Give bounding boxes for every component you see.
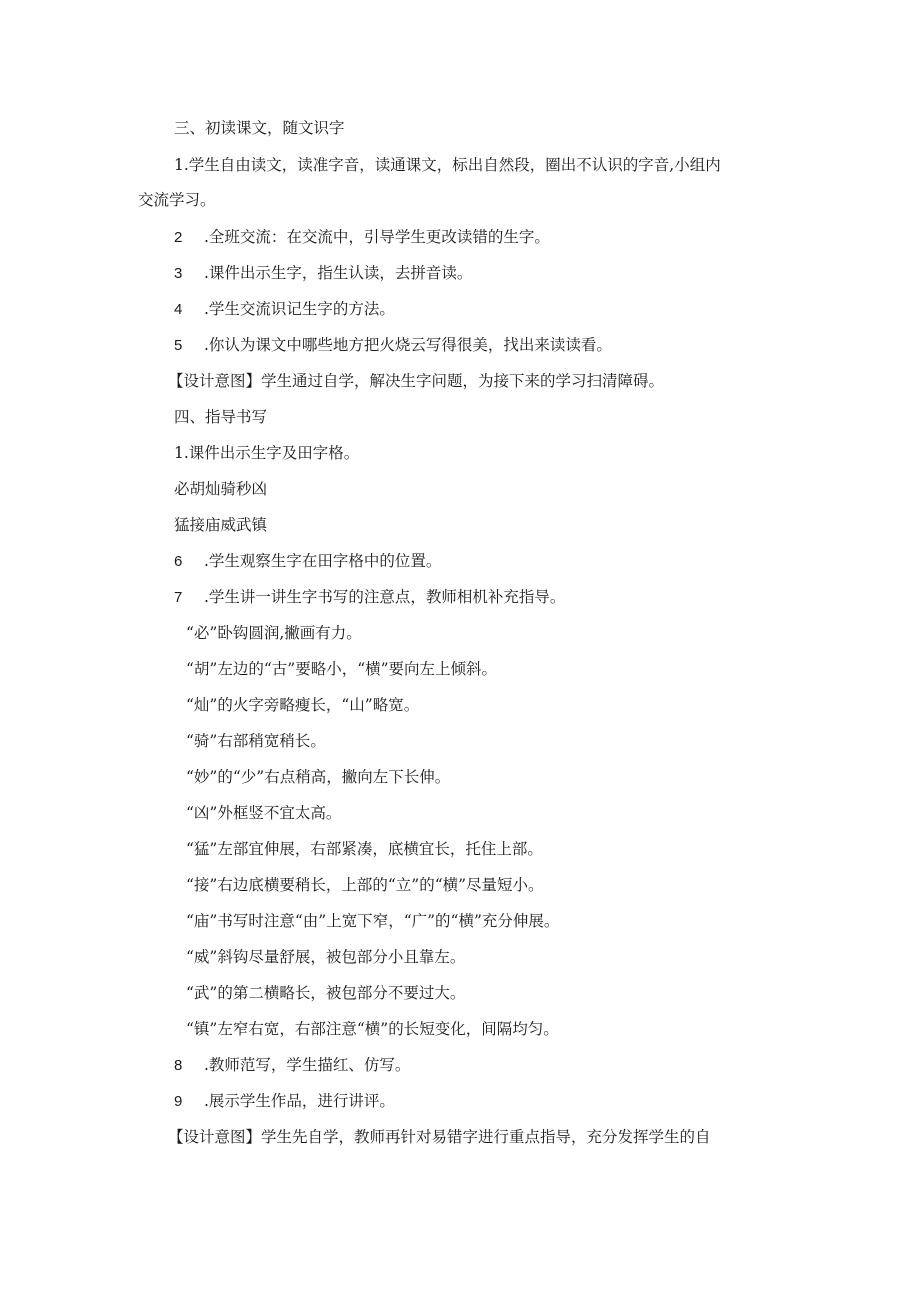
writing-note: “武”的第二横略长，被包部分不要过大。 — [186, 984, 466, 1002]
characters-row-2: 猛接庙威武镇 — [174, 516, 268, 534]
item-number: 8 — [174, 1057, 183, 1074]
section-heading-4: 四、指导书写 — [174, 408, 268, 426]
item-number: 4 — [174, 301, 183, 318]
item-text: .全班交流：在交流中，引导学生更改读错的生字。 — [204, 228, 550, 246]
item-number: 9 — [174, 1093, 183, 1110]
item-text: .学生观察生字在田字格中的位置。 — [204, 552, 442, 570]
list-item-s4-1: 1.课件出示生字及田字格。 — [174, 444, 360, 462]
list-item-1-continued: 交流学习。 — [138, 191, 216, 209]
writing-note: “骑”右部稍宽稍长。 — [186, 732, 326, 750]
item-text: .课件出示生字，指生认读，去拼音读。 — [204, 264, 473, 282]
item-text: .你认为课文中哪些地方把火烧云写得很美，找出来读读看。 — [204, 336, 612, 354]
writing-note: “必”卧钩圆润,撇画有力。 — [186, 624, 362, 642]
writing-note: “妙”的“少”右点稍高，撇向左下长伸。 — [186, 768, 451, 786]
writing-note: “接”右边底横要稍长，上部的“立”的“横”尽量短小。 — [186, 876, 544, 894]
characters-row-1: 必胡灿骑秒凶 — [174, 480, 268, 498]
item-text: .教师范写，学生描红、仿写。 — [204, 1056, 411, 1074]
item-text: .学生交流识记生字的方法。 — [204, 300, 395, 318]
list-item-7 — [174, 587, 565, 608]
writing-note: “灿”的火字旁略瘦长，“山”略宽。 — [186, 696, 420, 714]
item-number: 2 — [174, 229, 183, 246]
design-intent-1: 【设计意图】学生通过自学，解决生字问题，为接下来的学习扫清障碍。 — [168, 372, 665, 390]
writing-note: “威”斜钩尽量舒展，被包部分小且靠左。 — [186, 948, 466, 966]
item-text: .学生讲一讲生字书写的注意点，教师相机补充指导。 — [204, 588, 566, 606]
writing-note: “庙”书写时注意“由”上宽下窄，“广”的“横”充分伸展。 — [186, 912, 560, 930]
list-item-3 — [174, 263, 472, 284]
list-item-9 — [174, 1091, 395, 1112]
writing-note: “凶”外框竖不宜太高。 — [186, 804, 342, 822]
design-intent-2: 【设计意图】学生先自学，教师再针对易错字进行重点指导，充分发挥学生的自 — [168, 1128, 711, 1146]
writing-note: “镇”左窄右宽，右部注意“横”的长短变化，间隔均匀。 — [186, 1020, 559, 1038]
item-number: 6 — [174, 553, 183, 570]
item-number: 7 — [174, 589, 183, 606]
writing-note: “胡”左边的“古”要略小，“横”要向左上倾斜。 — [186, 660, 498, 678]
list-item-6 — [174, 551, 441, 572]
list-item-4 — [174, 299, 395, 320]
list-item-1: 1.学生自由读文，读准字音，读通课文，标出自然段，圈出不认识的字音,小组内 — [174, 156, 721, 174]
list-item-2 — [174, 227, 550, 248]
writing-note: “猛”左部宜伸展，右部紧凑，底横宜长，托住上部。 — [186, 840, 543, 858]
section-heading-3: 三、初读课文，随文识字 — [174, 119, 345, 137]
list-item-5 — [174, 335, 612, 356]
item-number: 5 — [174, 337, 183, 354]
list-item-8 — [174, 1055, 410, 1076]
item-number: 3 — [174, 265, 183, 282]
item-text: .展示学生作品，进行讲评。 — [204, 1092, 395, 1110]
